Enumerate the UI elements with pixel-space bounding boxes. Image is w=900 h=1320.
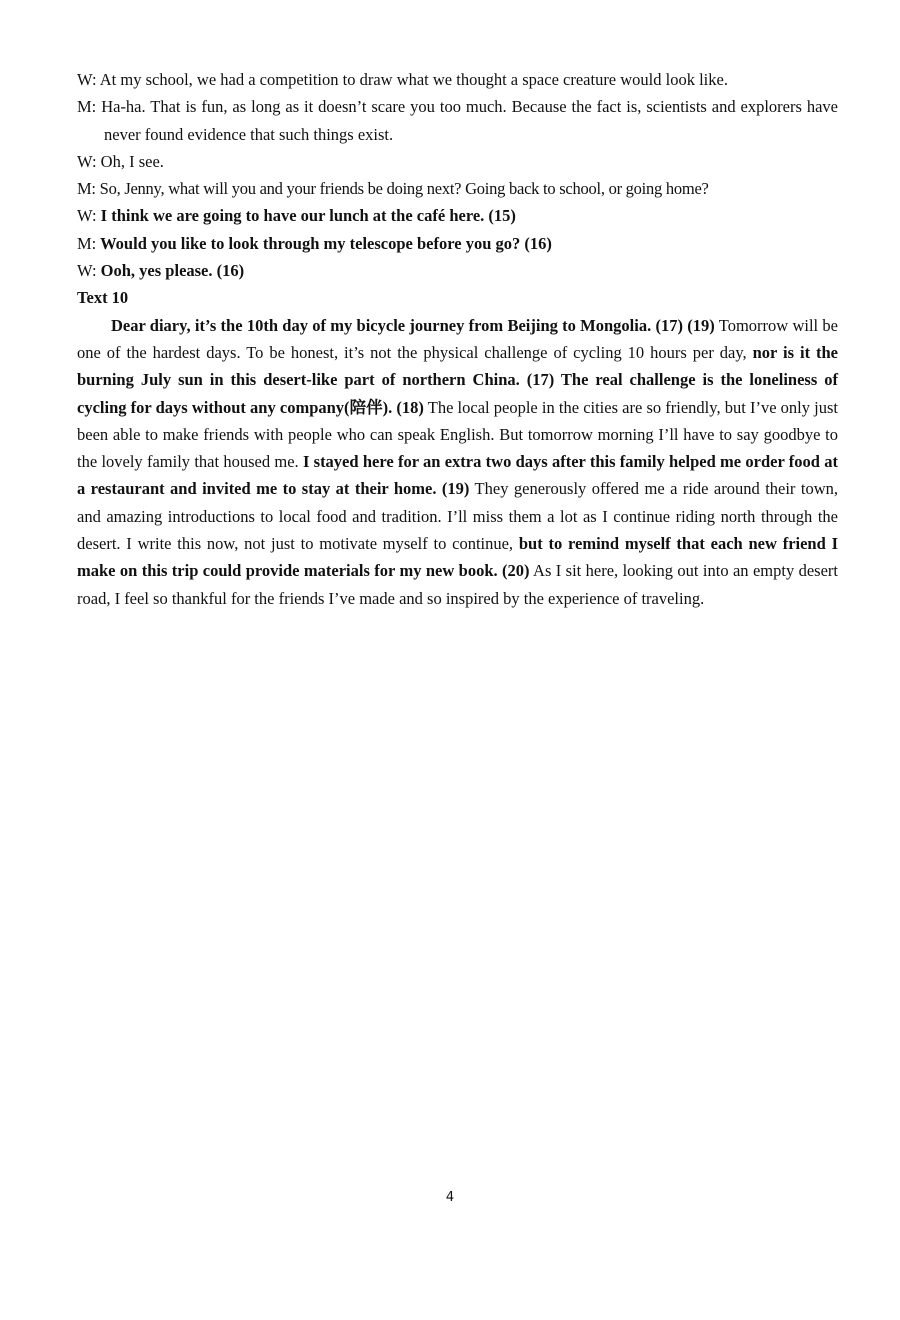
section-heading: Text 10 — [77, 288, 129, 308]
diary-passage — [77, 312, 838, 612]
dialogue-text: Ha-ha. That is fun, as long as it doesn’t scare you too much. Because the fact is, scientists and explorers have never found evidence that such things exist. — [96, 97, 838, 144]
dialogue-line — [77, 230, 838, 257]
passage-segment-answer: I stayed here for an extra two days after this family helped me order food at a restaurant and invited me to stay at their home. (19) — [77, 452, 838, 499]
dialogue-text: So, Jenny, what will you and your friends be doing next? Going back to school, or going home? — [95, 179, 709, 199]
passage-segment: Tomorrow will be one of the hardest days. To be honest, it’s not the physical challenge of cycling 10 hours per day, — [77, 315, 838, 362]
passage-segment: As I sit here, looking out into an empty desert road, I feel so thankful for the friends I’ve made and so inspired by the experience of traveling. — [77, 561, 838, 608]
dialogue-text-answer: Ooh, yes please. (16) — [96, 261, 245, 281]
passage-segment-answer: but to remind myself that each new friend I make on this trip could provide materials for my new book. (20) — [77, 534, 838, 581]
dialogue-line — [77, 93, 838, 148]
passage-segment-answer: nor is it the burning July sun in this desert-like part of northern China. (17) The real challenge is the loneliness of cycling for days without any company(陪伴). (18) — [77, 342, 839, 417]
speaker-label: W: — [77, 261, 97, 281]
speaker-label: M: — [77, 97, 97, 117]
dialogue-text-answer: I think we are going to have our lunch at the café here. (15) — [96, 206, 516, 226]
page-number: 4 — [445, 1190, 455, 1205]
passage-segment-answer: Dear diary, it’s the 10th day of my bicycle journey from Beijing to Mongolia. (17) (19) — [111, 315, 715, 335]
speaker-label: M: — [77, 179, 96, 199]
dialogue-line — [77, 175, 838, 202]
speaker-label: M: — [77, 233, 97, 253]
dialogue-text: At my school, we had a competition to draw what we thought a space creature would look like. — [96, 70, 728, 89]
speaker-label: W: — [77, 206, 97, 226]
dialogue-text-answer: Would you like to look through my telescope before you go? (16) — [96, 233, 552, 253]
dialogue-line — [77, 202, 838, 229]
dialogue-line — [77, 148, 838, 175]
passage-segment: The local people in the cities are so friendly, but I’ve only just been able to make friends with people who can speak English. But tomorrow morning I’ll have to say goodbye to the lovely family that housed me. — [77, 397, 838, 472]
document-body — [77, 66, 838, 612]
speaker-label: W: — [77, 151, 97, 171]
speaker-label: W: — [77, 70, 97, 89]
dialogue-line — [77, 66, 838, 93]
dialogue-line — [77, 257, 838, 284]
passage-segment: They generously offered me a ride around their town, and amazing introductions to local food and tradition. I’ll miss them a lot as I continue riding north through the desert. I write this now, not just to motivate myself to continue, — [77, 479, 838, 554]
dialogue-text: Oh, I see. — [96, 151, 164, 171]
